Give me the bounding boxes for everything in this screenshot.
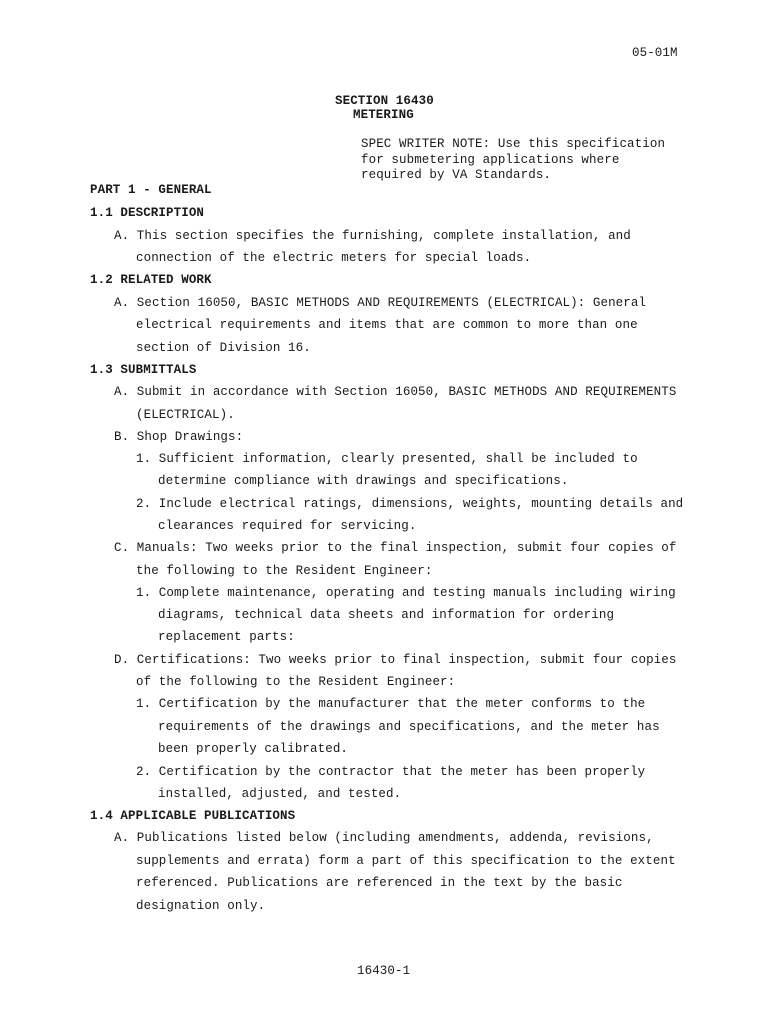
article-heading-1-4: 1.4 APPLICABLE PUBLICATIONS <box>90 809 296 823</box>
paragraph-line: B. Shop Drawings: <box>114 430 244 444</box>
page-number: 16430-1 <box>357 964 411 978</box>
article-heading-1-1: 1.1 DESCRIPTION <box>90 206 205 220</box>
paragraph-line: referenced. Publications are referenced in the text by the basic <box>136 876 623 890</box>
article-heading-1-3: 1.3 SUBMITTALS <box>90 363 197 377</box>
subparagraph-line: diagrams, technical data sheets and information for ordering <box>158 608 615 622</box>
paragraph-line: C. Manuals: Two weeks prior to the final inspection, submit four copies of <box>114 541 677 555</box>
spec-writer-note <box>361 137 691 184</box>
paragraph-line: A. This section specifies the furnishing, complete installation, and <box>114 229 631 243</box>
paragraph-line: (ELECTRICAL). <box>136 408 235 422</box>
section-number: SECTION 16430 <box>335 94 434 108</box>
section-title: METERING <box>353 108 414 122</box>
note-line: for submetering applications where <box>361 152 620 167</box>
subparagraph-line: 1. Sufficient information, clearly presented, shall be included to <box>136 452 638 466</box>
paragraph-line: A. Publications listed below (including amendments, addenda, revisions, <box>114 831 654 845</box>
subparagraph-line: installed, adjusted, and tested. <box>158 787 402 801</box>
subparagraph-line: 1. Certification by the manufacturer that the meter conforms to the <box>136 697 646 711</box>
subparagraph-line: requirements of the drawings and specifications, and the meter has <box>158 720 660 734</box>
paragraph-line: D. Certifications: Two weeks prior to final inspection, submit four copies <box>114 653 677 667</box>
paragraph-line: section of Division 16. <box>136 341 311 355</box>
note-line: SPEC WRITER NOTE: Use this specification <box>361 137 666 151</box>
note-line: required by VA Standards. <box>361 168 552 182</box>
paragraph-line: connection of the electric meters for special loads. <box>136 251 532 265</box>
subparagraph-line: replacement parts: <box>158 630 295 644</box>
paragraph-line: electrical requirements and items that are common to more than one <box>136 318 638 332</box>
subparagraph-line: 1. Complete maintenance, operating and testing manuals including wiring <box>136 586 676 600</box>
subparagraph-line: been properly calibrated. <box>158 742 349 756</box>
paragraph-line: supplements and errata) form a part of this specification to the extent <box>136 854 676 868</box>
paragraph-line: of the following to the Resident Engineer: <box>136 675 456 689</box>
part-heading: PART 1 - GENERAL <box>90 183 212 197</box>
article-heading-1-2: 1.2 RELATED WORK <box>90 273 212 287</box>
paragraph-line: designation only. <box>136 899 266 913</box>
paragraph-line: A. Submit in accordance with Section 16050, BASIC METHODS AND REQUIREMENTS <box>114 385 677 399</box>
paragraph-line: A. Section 16050, BASIC METHODS AND REQUIREMENTS (ELECTRICAL): General <box>114 296 647 310</box>
subparagraph-line: clearances required for servicing. <box>158 519 417 533</box>
document-code: 05-01M <box>632 46 678 60</box>
subparagraph-line: determine compliance with drawings and specifications. <box>158 474 569 488</box>
subparagraph-line: 2. Include electrical ratings, dimensions, weights, mounting details and <box>136 497 684 511</box>
subparagraph-line: 2. Certification by the contractor that the meter has been properly <box>136 765 646 779</box>
paragraph-line: the following to the Resident Engineer: <box>136 564 433 578</box>
